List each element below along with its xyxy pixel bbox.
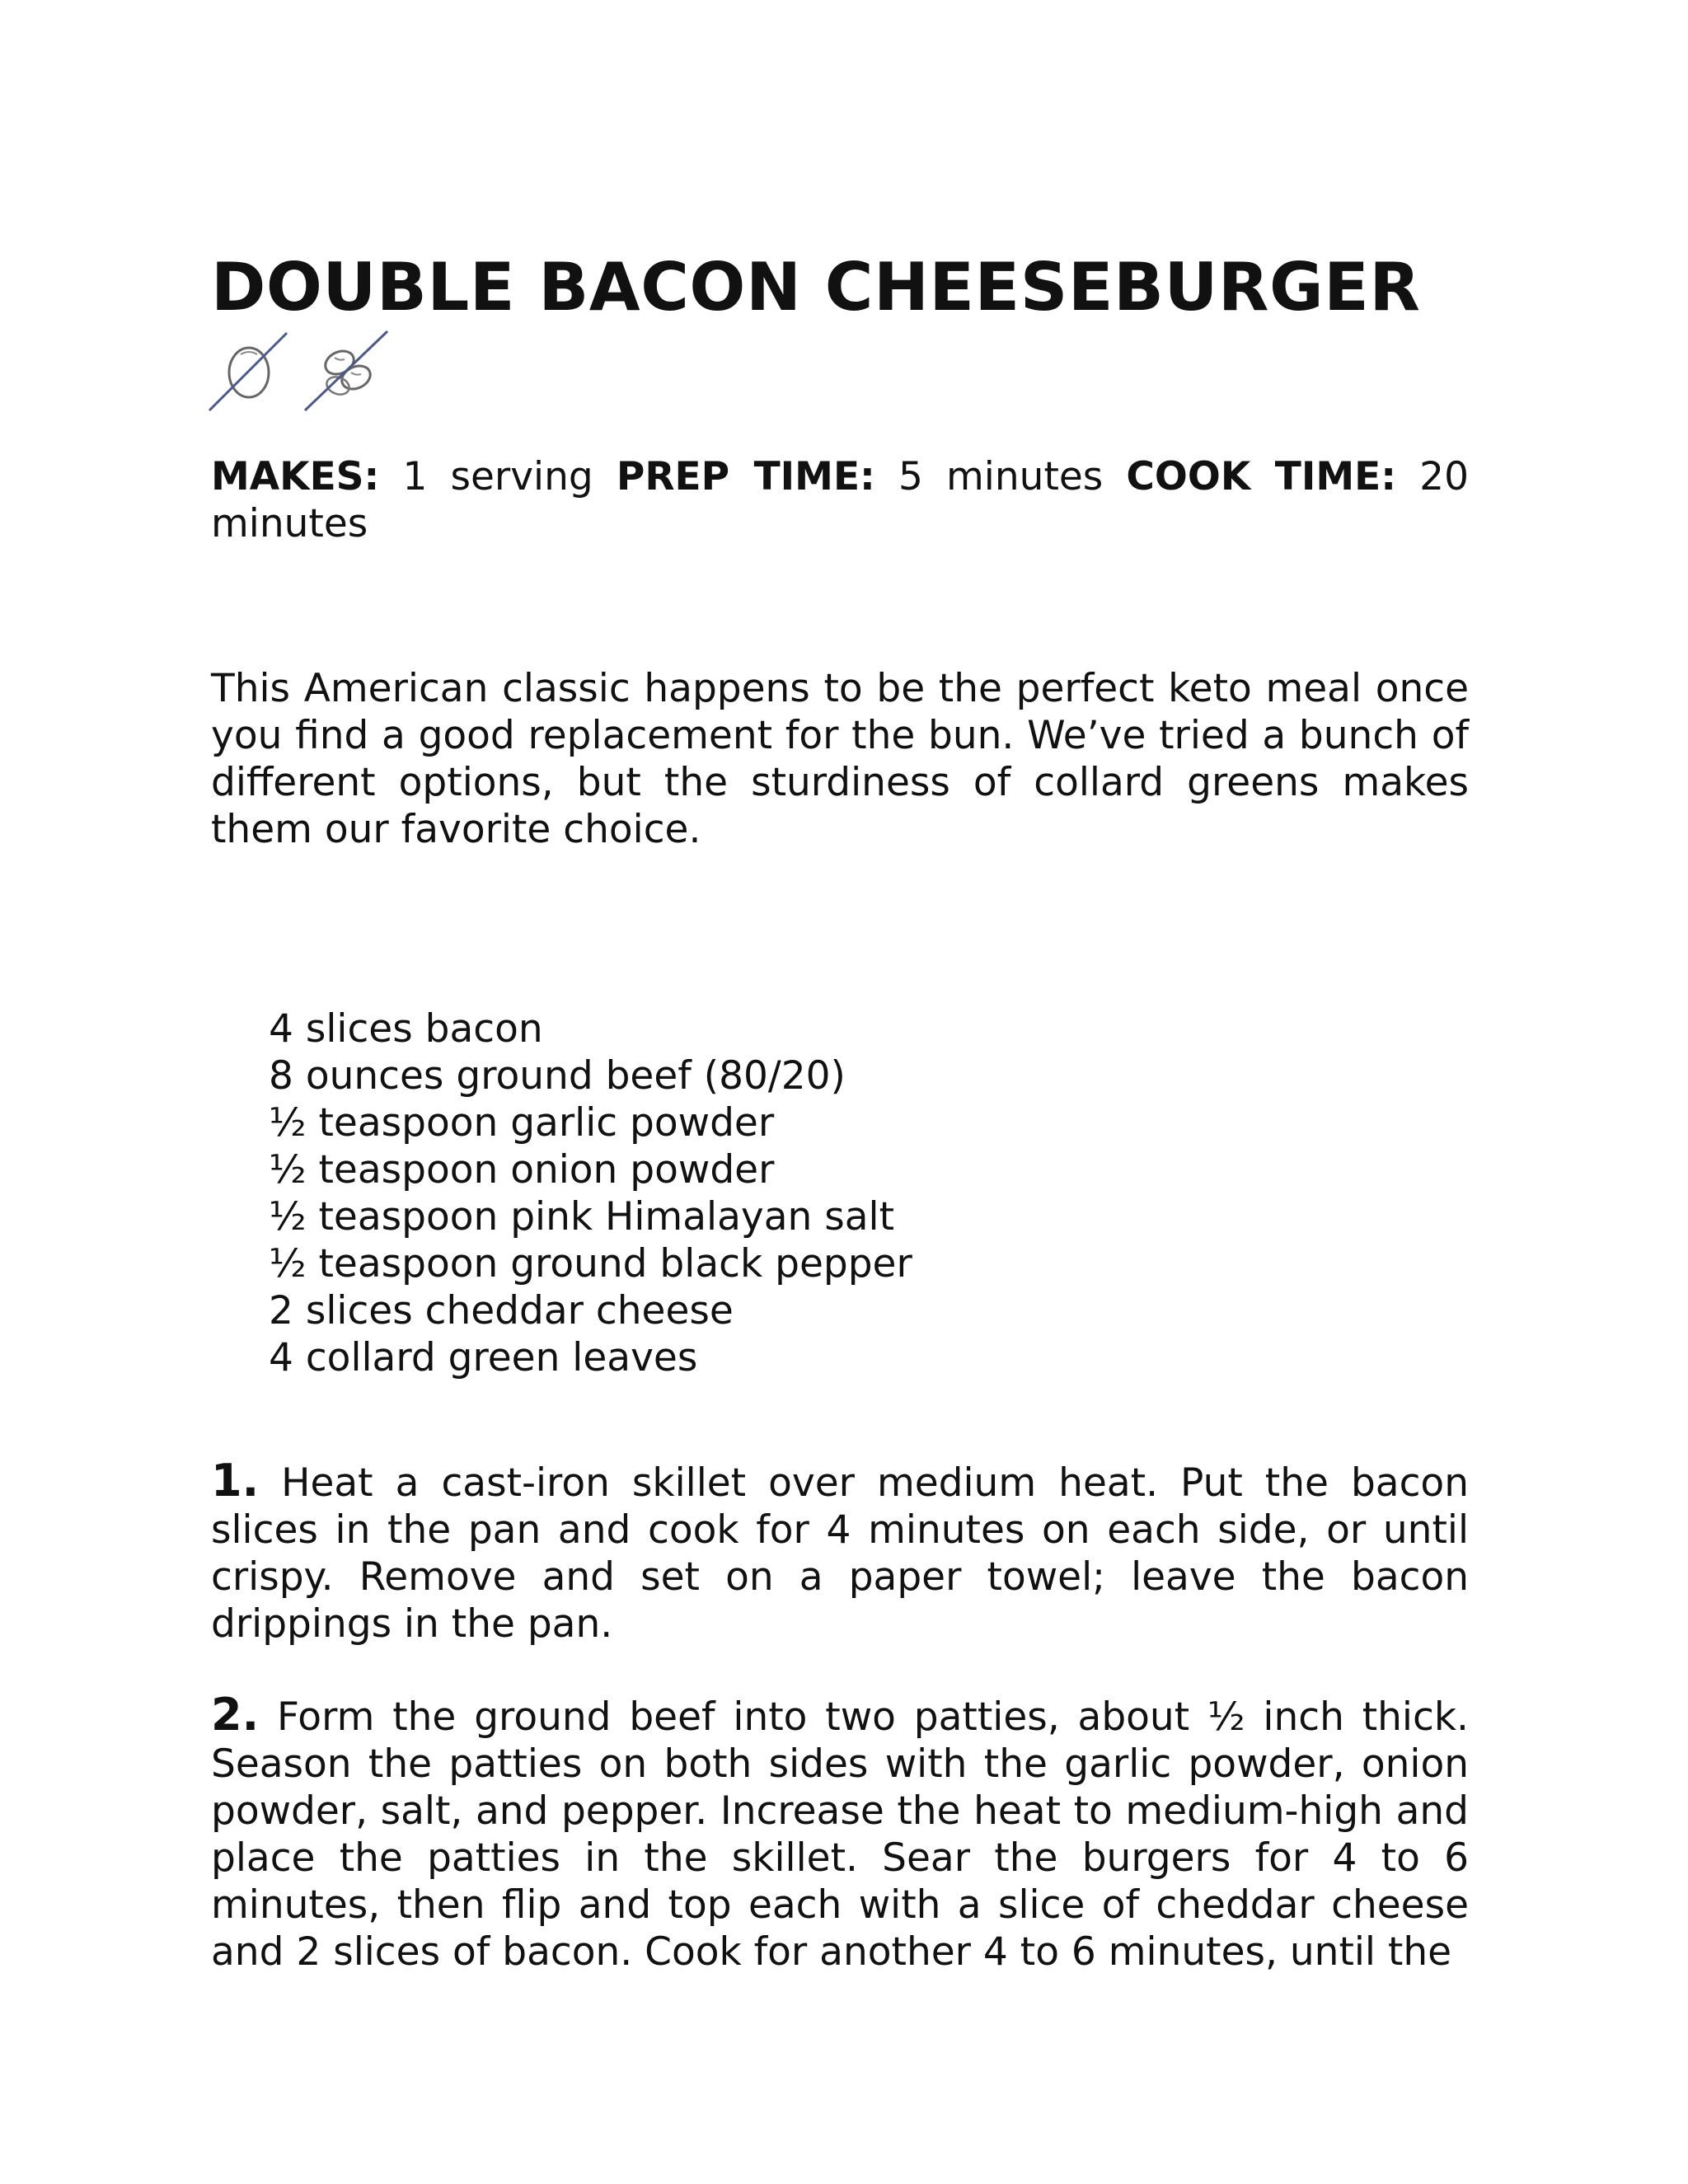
cook-time-value: 20 minutes <box>211 454 1469 546</box>
recipe-title: DOUBLE BACON CHEESEBURGER <box>211 249 1421 326</box>
instruction-steps <box>211 1457 1469 2019</box>
makes-label: MAKES: <box>211 454 380 499</box>
step-number: 1. <box>211 1455 260 1507</box>
ingredient-item: ½ teaspoon garlic powder <box>269 1100 775 1146</box>
diet-icons <box>208 330 392 412</box>
ingredient-item: ½ teaspoon pink Himalayan salt <box>269 1194 894 1240</box>
recipe-intro: This American classic happens to be the perfect keto meal once you find a good replacement for the bun. We’ve tried a bunch of different options, but the sturdiness of collard greens makes them our favorite choice. <box>211 666 1469 852</box>
recipe-page <box>211 247 1469 1975</box>
ingredient-item: 2 slices cheddar cheese <box>269 1288 734 1333</box>
instruction-step <box>211 1457 1469 1647</box>
ingredient-item: ½ teaspoon ground black pepper <box>269 1241 912 1286</box>
step-text: Form the ground beef into two patties, about ½ inch thick. Season the patties on both sides with the garlic powder, onion powder, salt, and pepper. Increase the heat to medium-high and place the patties in the skillet. Sear the burgers for 4 to 6 minutes, then flip and top each with a slice of cheddar cheese and 2 slices of bacon. Cook for another 4 to 6 minutes, until the <box>211 1694 1469 1975</box>
ingredient-list <box>269 1005 912 1381</box>
cook-time-label: COOK TIME: <box>1126 454 1397 499</box>
step-number: 2. <box>211 1689 260 1741</box>
ingredient-item: 4 slices bacon <box>269 1006 543 1052</box>
prep-time-value: 5 minutes <box>898 454 1104 499</box>
instruction-step <box>211 1691 1469 1975</box>
makes-value: 1 serving <box>402 454 593 499</box>
ingredient-item: 8 ounces ground beef (80/20) <box>269 1053 846 1099</box>
ingredient-item: ½ teaspoon onion powder <box>269 1147 775 1193</box>
nut-free-crossed-icon <box>302 330 392 412</box>
dairy-free-crossed-icon <box>208 330 290 412</box>
prep-time-label: PREP TIME: <box>616 454 875 499</box>
recipe-meta <box>211 453 1469 547</box>
ingredient-item: 4 collard green leaves <box>269 1335 698 1380</box>
step-text: Heat a cast-iron skillet over medium heat. Put the bacon slices in the pan and cook for 4 minutes on each side, or until crispy. Remove and set on a paper towel; leave the bacon drippings in the pan. <box>211 1460 1469 1647</box>
